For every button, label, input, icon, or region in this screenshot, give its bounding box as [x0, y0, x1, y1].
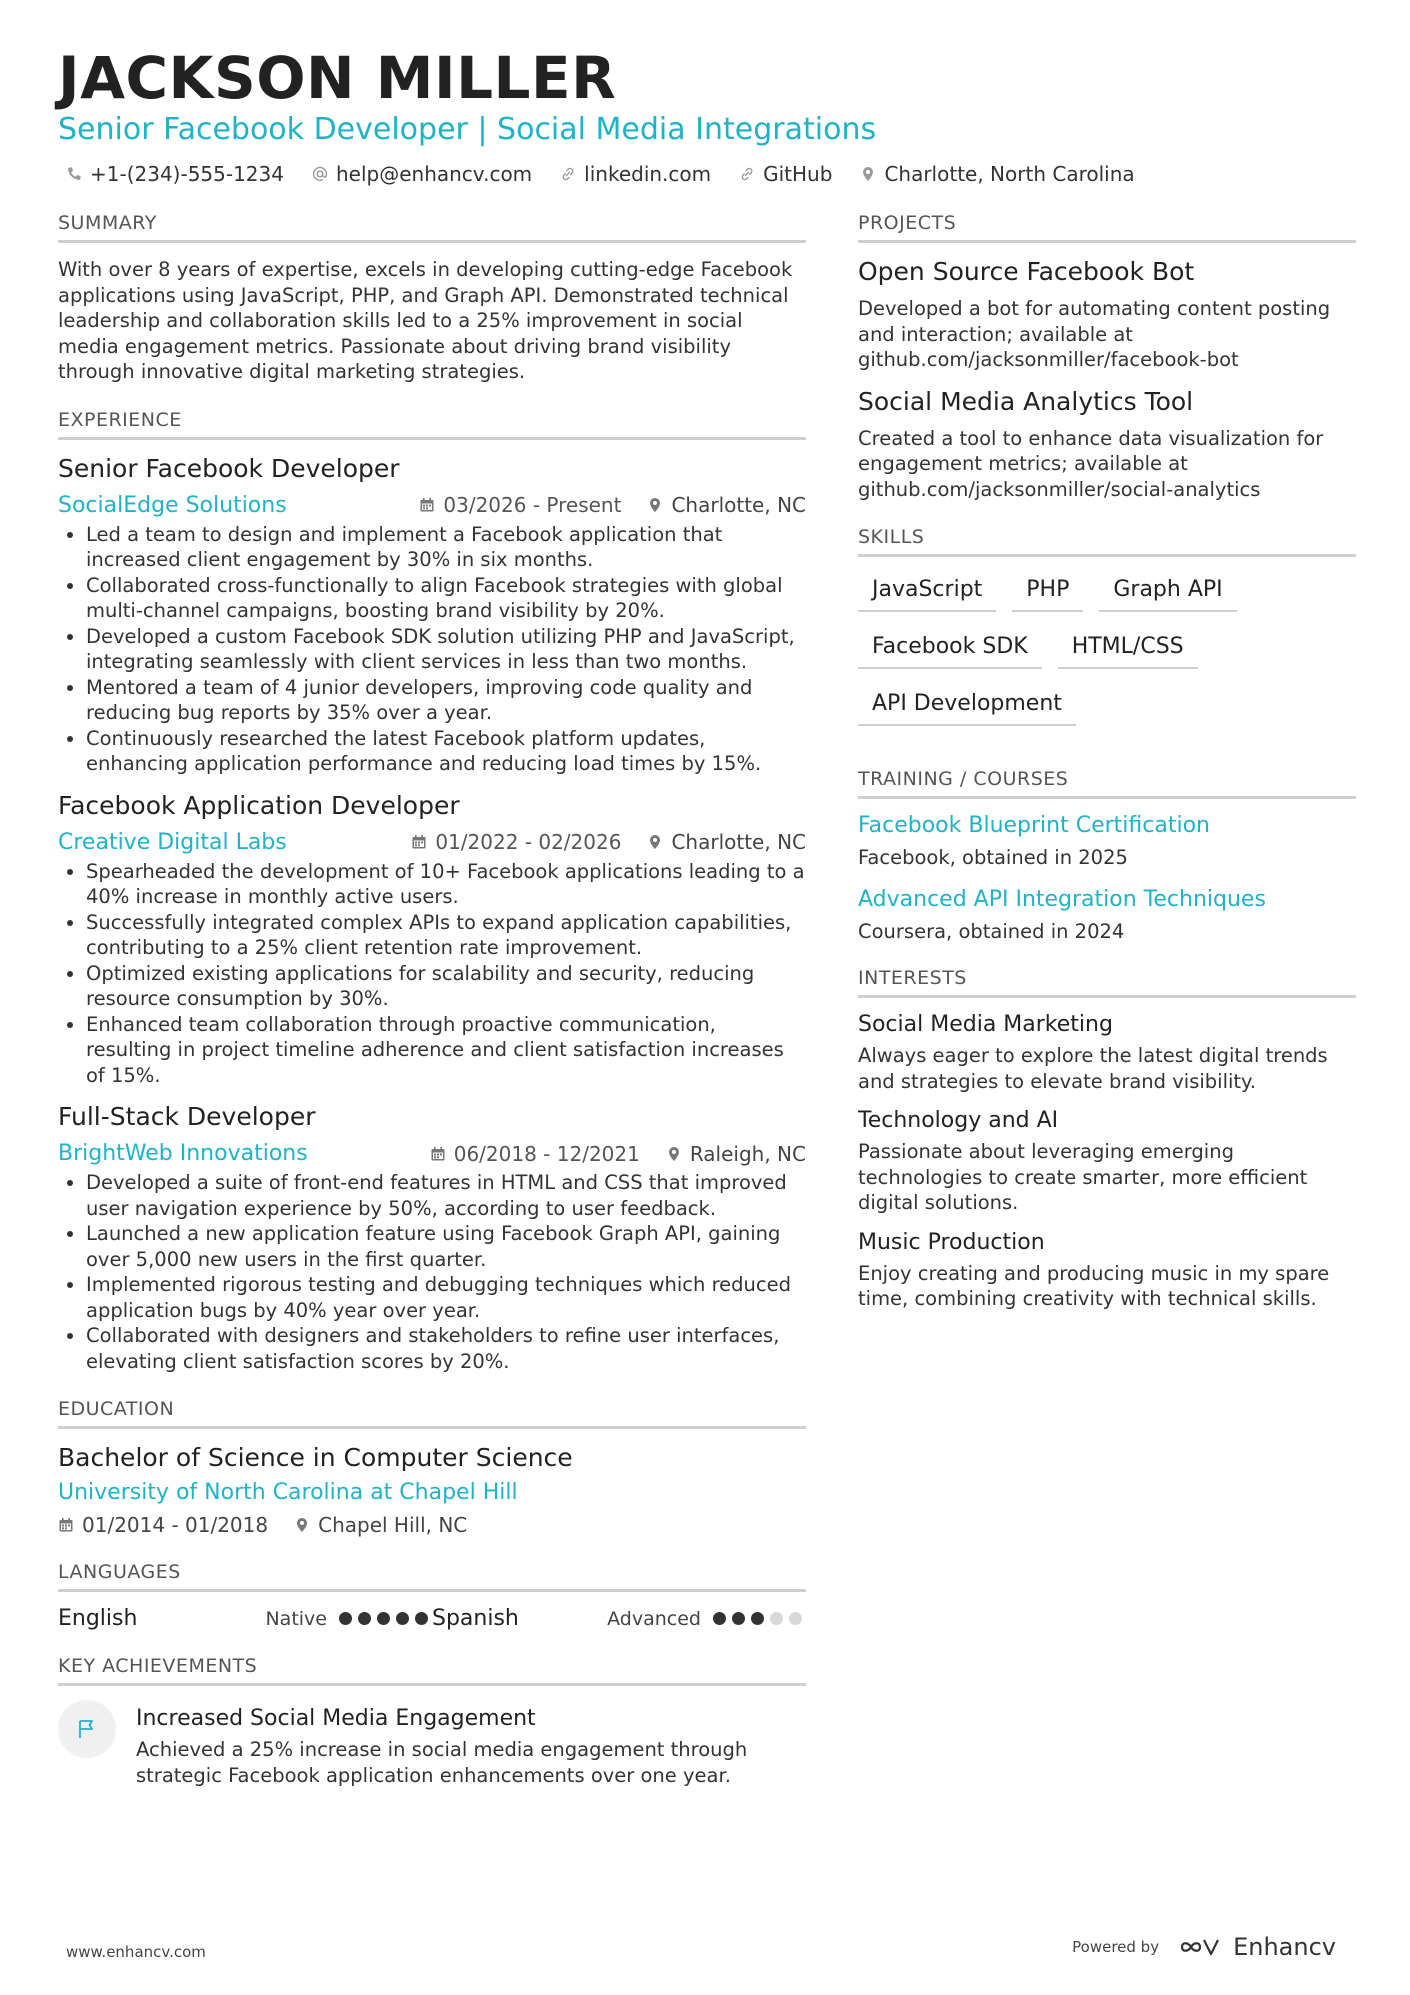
job-bullet: • Collaborated with designers and stakeholders to refine user interfaces, elevating client satisfaction scores by 20%. — [86, 1323, 806, 1374]
skills-section — [858, 526, 1356, 744]
company-name: SocialEdge Solutions — [58, 492, 287, 518]
skill-tag: JavaScript — [858, 571, 996, 612]
skill-tag: HTML/CSS — [1058, 628, 1198, 669]
language-level: Native — [265, 1607, 327, 1630]
section-title-experience: EXPERIENCE — [58, 409, 806, 440]
interest-item — [858, 1230, 1356, 1312]
section-title-interests: INTERESTS — [858, 967, 1356, 998]
job-bullets — [58, 522, 806, 777]
interest-item — [858, 1108, 1356, 1216]
proficiency-dot-filled — [713, 1612, 726, 1625]
job-dates-text: 01/2022 - 02/2026 — [435, 830, 622, 854]
job-meta — [58, 1141, 806, 1166]
section-title-training: TRAINING / COURSES — [858, 768, 1356, 799]
enhancv-logo-icon — [1179, 1935, 1225, 1959]
education-meta — [58, 1513, 806, 1537]
job-location — [647, 830, 806, 854]
location-pin-icon — [647, 497, 663, 513]
section-title-achievements: KEY ACHIEVEMENTS — [58, 1655, 806, 1686]
contact-phone[interactable] — [66, 162, 284, 186]
job-location-text: Charlotte, NC — [671, 830, 806, 854]
job-location-text: Charlotte, NC — [671, 493, 806, 517]
section-title-languages: LANGUAGES — [58, 1561, 806, 1592]
job-bullet: • Enhanced team collaboration through proactive communication, resulting in project timeline adherence and client satisfaction increases of 15%. — [86, 1012, 806, 1089]
course-item — [858, 887, 1356, 943]
at-sign-icon — [312, 166, 328, 182]
interest-title: Music Production — [858, 1229, 1045, 1255]
contact-linkedin[interactable] — [560, 162, 711, 186]
summary-text: With over 8 years of expertise, excels in developing cutting-edge Facebook applications using JavaScript, PHP, and Graph API. Demonstrated technical leadership and collaboration skills led to a 25% improvement in social media engagement metrics. Passionate about driving brand visibility through innovative digital marketing strategies. — [58, 258, 793, 383]
language-proficiency-dots — [713, 1612, 802, 1625]
languages-row — [58, 1606, 806, 1631]
course-provider: Facebook, obtained in 2025 — [858, 846, 1128, 869]
project-item — [858, 387, 1356, 503]
course-title: Advanced API Integration Techniques — [858, 887, 1266, 912]
calendar-icon — [58, 1517, 74, 1533]
enhancv-logo[interactable] — [1179, 1933, 1336, 1961]
contact-github[interactable] — [739, 162, 832, 186]
job-bullet: • Optimized existing applications for scalability and security, reducing resource consumption by 30%. — [86, 961, 806, 1012]
project-description: Created a tool to enhance data visualization for engagement metrics; available at github.com/jacksonmiller/social-analytics — [858, 426, 1324, 501]
location-pin-icon — [294, 1517, 310, 1533]
project-title: Social Media Analytics Tool — [858, 386, 1194, 416]
project-item — [858, 257, 1356, 373]
job-dates — [411, 830, 621, 854]
section-title-projects: PROJECTS — [858, 212, 1356, 243]
job-entry — [58, 1102, 806, 1374]
language-level: Advanced — [607, 1607, 701, 1630]
language-name: Spanish — [432, 1606, 519, 1631]
job-location — [647, 493, 806, 517]
interests-section — [858, 967, 1356, 1312]
education-dates — [58, 1513, 268, 1537]
job-location-text: Raleigh, NC — [689, 1141, 806, 1166]
education-location — [294, 1513, 467, 1537]
language-item — [432, 1606, 806, 1631]
degree-title: Bachelor of Science in Computer Science — [58, 1443, 573, 1472]
proficiency-dot-filled — [396, 1612, 409, 1625]
skill-tag: Facebook SDK — [858, 628, 1042, 669]
summary-section — [58, 212, 806, 385]
location-text: Charlotte, North Carolina — [884, 162, 1135, 186]
job-bullet: • Developed a custom Facebook SDK solution utilizing PHP and JavaScript, integrating seamlessly with client services in less than two months. — [86, 624, 806, 675]
contact-location — [860, 162, 1134, 186]
languages-section — [58, 1561, 806, 1631]
linkedin-text: linkedin.com — [584, 162, 712, 186]
proficiency-dot-filled — [732, 1612, 745, 1625]
link-icon — [739, 166, 755, 182]
calendar-icon — [419, 497, 435, 513]
project-title: Open Source Facebook Bot — [858, 257, 1195, 286]
right-column — [858, 212, 1356, 1336]
phone-icon — [66, 166, 82, 182]
job-bullet: • Spearheaded the development of 10+ Facebook applications leading to a 40% increase in monthly active users. — [86, 859, 806, 910]
achievement-item — [58, 1700, 806, 1788]
proficiency-dot-empty — [770, 1612, 783, 1625]
training-section — [858, 768, 1356, 943]
job-bullet: • Led a team to design and implement a Facebook application that increased client engagement by 30% in six months. — [86, 522, 806, 573]
language-proficiency-dots — [339, 1612, 428, 1625]
job-meta — [58, 830, 806, 855]
github-text: GitHub — [763, 162, 833, 186]
footer-website-link[interactable]: www.enhancv.com — [66, 1943, 206, 1961]
job-bullet: • Launched a new application feature using Facebook Graph API, gaining over 5,000 new users in the first quarter. — [86, 1221, 806, 1272]
candidate-role: Senior Facebook Developer | Social Media Integrations — [58, 112, 877, 147]
link-icon — [560, 166, 576, 182]
location-pin-icon — [647, 834, 663, 850]
job-bullets — [58, 1170, 806, 1374]
section-title-education: EDUCATION — [58, 1398, 806, 1429]
powered-by-label: Powered by — [1072, 1938, 1160, 1956]
job-bullet: • Successfully integrated complex APIs to expand application capabilities, contributing to a 25% client retention rate improvement. — [86, 910, 806, 961]
interest-description: Enjoy creating and producing music in my spare time, combining creativity with technical skills. — [858, 1261, 1330, 1310]
achievement-description: Achieved a 25% increase in social media engagement through strategic Facebook application enhancements over one year. — [136, 1738, 748, 1787]
education-dates-text: 01/2014 - 01/2018 — [82, 1513, 269, 1537]
proficiency-dot-filled — [339, 1612, 352, 1625]
company-name: Creative Digital Labs — [58, 829, 287, 855]
experience-section — [58, 409, 806, 1375]
company-name: BrightWeb Innovations — [58, 1141, 308, 1166]
job-meta — [58, 493, 806, 518]
course-item — [858, 813, 1356, 869]
job-dates — [419, 493, 621, 517]
job-bullet: • Collaborated cross-functionally to align Facebook strategies with global multi-channel campaigns, boosting brand visibility by 20%. — [86, 573, 806, 624]
job-dates — [430, 1142, 640, 1166]
skill-tag: Graph API — [1099, 571, 1236, 612]
calendar-icon — [411, 834, 427, 850]
job-dates-text: 06/2018 - 12/2021 — [453, 1141, 640, 1166]
email-text: help@enhancv.com — [335, 162, 533, 186]
section-title-skills: SKILLS — [858, 526, 1356, 557]
location-pin-icon — [666, 1146, 682, 1162]
left-column — [58, 212, 806, 1812]
language-item — [58, 1606, 432, 1631]
calendar-icon — [430, 1146, 446, 1162]
interest-description: Passionate about leveraging emerging technologies to create smarter, more efficient digital solutions. — [858, 1140, 1308, 1214]
project-description: Developed a bot for automating content posting and interaction; available at github.com/jacksonmiller/facebook-bot — [858, 297, 1331, 371]
job-dates-text: 03/2026 - Present — [443, 493, 622, 517]
location-pin-icon — [860, 166, 876, 182]
education-location-text: Chapel Hill, NC — [318, 1513, 468, 1537]
phone-text: +1-(234)-555-1234 — [90, 162, 284, 186]
achievement-body — [136, 1700, 806, 1788]
interest-title: Social Media Marketing — [858, 1012, 1113, 1037]
proficiency-dot-filled — [358, 1612, 371, 1625]
achievements-section — [58, 1655, 806, 1788]
proficiency-dot-empty — [789, 1612, 802, 1625]
brand-name: Enhancv — [1233, 1933, 1336, 1961]
language-name: English — [58, 1606, 138, 1631]
contact-email[interactable] — [312, 162, 532, 186]
contact-bar — [66, 162, 1135, 186]
job-title: Facebook Application Developer — [58, 790, 460, 820]
job-title: Senior Facebook Developer — [58, 453, 400, 483]
footer-branding — [1072, 1933, 1336, 1961]
interest-item — [858, 1012, 1356, 1094]
job-bullets — [58, 859, 806, 1089]
job-location — [666, 1142, 806, 1166]
job-entry — [58, 791, 806, 1089]
skills-list — [858, 571, 1356, 744]
course-title: Facebook Blueprint Certification — [858, 813, 1210, 838]
job-bullet: • Continuously researched the latest Facebook platform updates, enhancing application performance and reducing load times by 15%. — [86, 726, 806, 777]
course-provider: Coursera, obtained in 2024 — [858, 920, 1125, 943]
skill-tag: API Development — [858, 685, 1076, 726]
candidate-name: JACKSON MILLER — [58, 44, 617, 112]
interest-description: Always eager to explore the latest digital trends and strategies to elevate brand visibility. — [858, 1044, 1328, 1093]
job-bullet: • Implemented rigorous testing and debugging techniques which reduced application bugs by 40% year over year. — [86, 1272, 806, 1323]
flag-icon — [58, 1700, 116, 1758]
proficiency-dot-filled — [751, 1612, 764, 1625]
interest-title: Technology and AI — [858, 1108, 1059, 1133]
job-entry — [58, 454, 806, 777]
job-title: Full-Stack Developer — [58, 1102, 316, 1131]
skill-tag: PHP — [1012, 571, 1083, 612]
section-title-summary: SUMMARY — [58, 212, 806, 243]
proficiency-dot-filled — [415, 1612, 428, 1625]
job-bullet: • Developed a suite of front-end features in HTML and CSS that improved user navigation experience by 50%, according to user feedback. — [86, 1170, 806, 1221]
projects-section — [858, 212, 1356, 502]
job-bullet: • Mentored a team of 4 junior developers, improving code quality and reducing bug reports by 35% over a year. — [86, 675, 806, 726]
proficiency-dot-filled — [377, 1612, 390, 1625]
education-section — [58, 1398, 806, 1537]
achievement-title: Increased Social Media Engagement — [136, 1706, 536, 1731]
school-name: University of North Carolina at Chapel Hill — [58, 1480, 518, 1505]
